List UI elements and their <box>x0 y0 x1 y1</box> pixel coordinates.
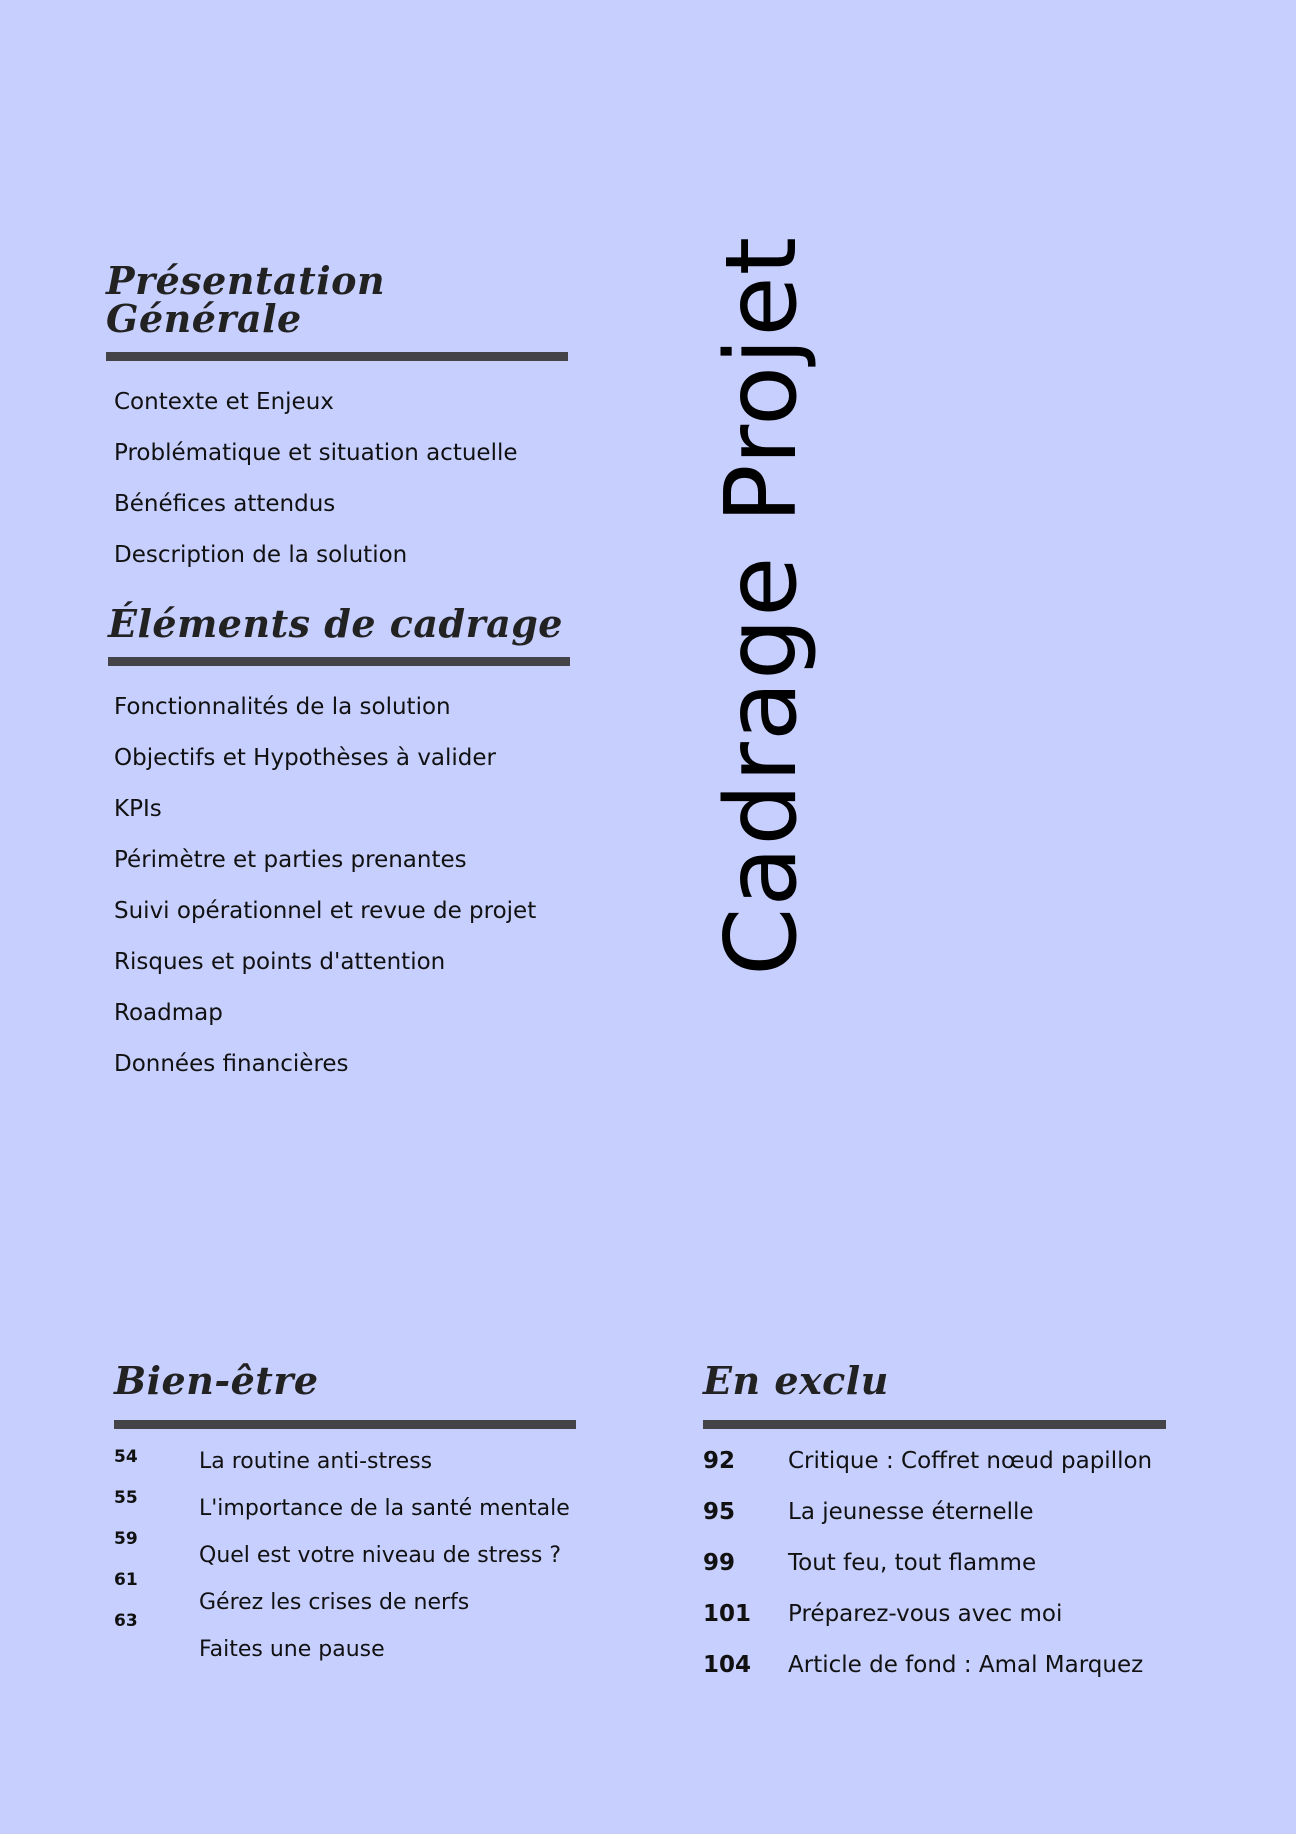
page-number: 61 <box>114 1570 138 1590</box>
list-item: Problématique et situation actuelle <box>114 440 518 466</box>
article-title-list <box>788 1436 1152 1691</box>
list-item: Contexte et Enjeux <box>114 389 334 415</box>
article-title: Article de fond : Amal Marquez <box>788 1652 1144 1678</box>
page-number: 63 <box>114 1611 138 1631</box>
list-item: KPIs <box>114 796 162 822</box>
article-title: Faites une pause <box>199 1637 385 1662</box>
article-title: Gérez les crises de nerfs <box>199 1590 470 1615</box>
list-item: Données financières <box>114 1051 349 1077</box>
article-title: L'importance de la santé mentale <box>199 1496 570 1521</box>
list-item: Fonctionnalités de la solution <box>114 694 451 720</box>
section-divider <box>106 352 568 361</box>
article-title-list <box>199 1438 570 1673</box>
page-number: 95 <box>703 1499 736 1525</box>
section-item-list <box>114 377 568 581</box>
list-item: Roadmap <box>114 1000 223 1026</box>
page-number: 55 <box>114 1488 138 1508</box>
section-presentation-generale <box>106 258 568 581</box>
list-item: Suivi opérationnel et revue de projet <box>114 898 537 924</box>
list-item: Périmètre et parties prenantes <box>114 847 467 873</box>
section-item-list <box>114 682 570 1090</box>
list-item: Risques et points d'attention <box>114 949 446 975</box>
article-title: Tout feu, tout flamme <box>788 1550 1037 1576</box>
page-number-list <box>114 1437 138 1642</box>
article-title: La jeunesse éternelle <box>788 1499 1034 1525</box>
section-heading: Éléments de cadrage <box>108 601 563 646</box>
list-item: Description de la solution <box>114 542 408 568</box>
section-en-exclu <box>703 1358 1166 1429</box>
article-title: Critique : Coffret nœud papillon <box>788 1448 1153 1474</box>
section-heading: Présentation Générale <box>106 258 386 341</box>
page-number: 101 <box>703 1601 752 1627</box>
section-divider <box>114 1420 576 1429</box>
section-elements-de-cadrage <box>108 601 570 1090</box>
section-divider <box>703 1420 1166 1429</box>
list-item: Objectifs et Hypothèses à valider <box>114 745 497 771</box>
section-bien-etre <box>114 1358 576 1429</box>
list-item: Bénéfices attendus <box>114 491 336 517</box>
page-number: 104 <box>703 1652 752 1678</box>
article-title: La routine anti-stress <box>199 1449 433 1474</box>
section-heading: En exclu <box>703 1358 889 1403</box>
page-title: Cadrage Projet <box>705 235 819 977</box>
page-number: 92 <box>703 1448 736 1474</box>
page-number: 54 <box>114 1447 138 1467</box>
article-title: Préparez-vous avec moi <box>788 1601 1063 1627</box>
section-divider <box>108 657 570 666</box>
page-number-list <box>703 1436 751 1691</box>
article-title: Quel est votre niveau de stress ? <box>199 1543 562 1568</box>
section-heading: Bien-être <box>114 1358 319 1403</box>
page-number: 99 <box>703 1550 736 1576</box>
page-number: 59 <box>114 1529 138 1549</box>
